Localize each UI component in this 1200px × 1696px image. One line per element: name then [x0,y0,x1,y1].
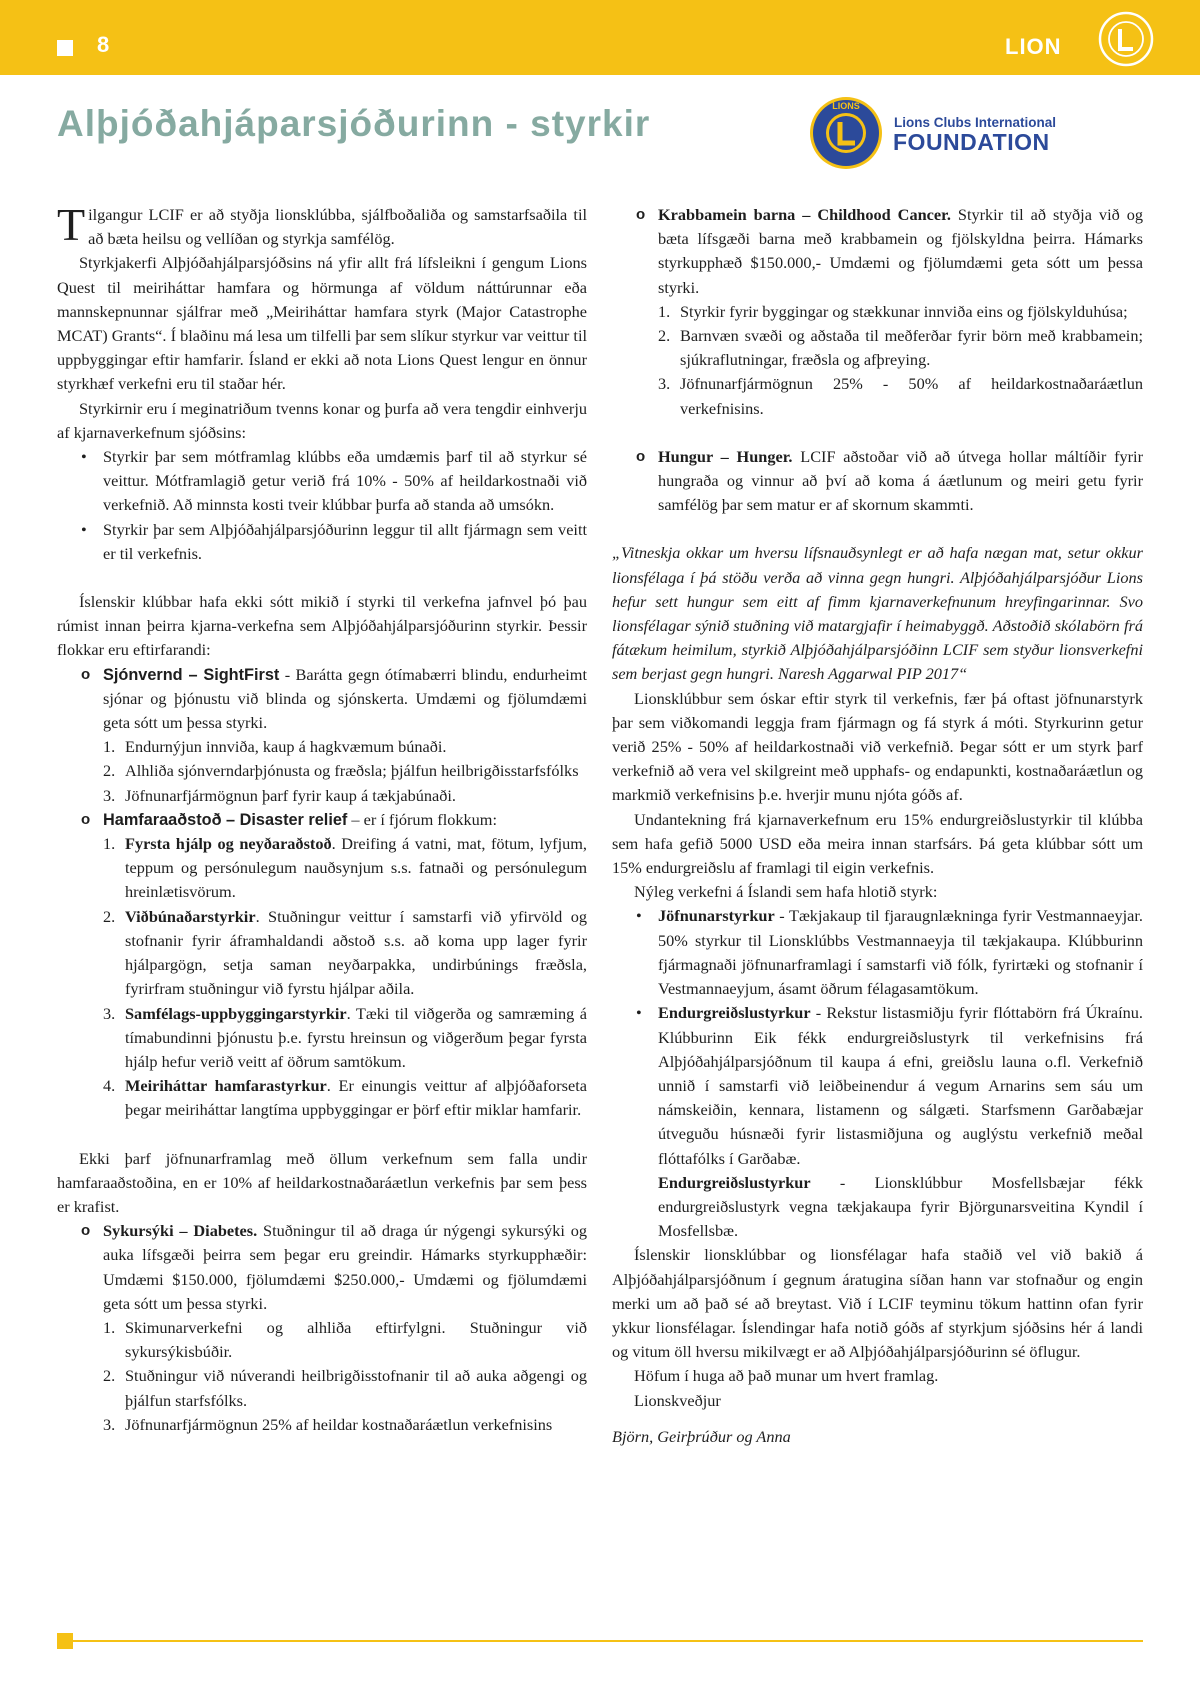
lcif-logo [808,95,1070,171]
intro-paragraph: Tilgangur LCIF er að styðja lionsklúbba, sjálfboðaliða og samstarfsaðila til að bæta heilsu og vellíðan og styrkja samfélög. [57,199,587,250]
list-item: 2. Barnvæn svæði og aðstaða til meðferðar fyrir börn með krabbamein; sjúkraflutningar, fræðsla og afþreying. [658,326,1143,370]
signature: Björn, Geirþrúður og Anna [612,1426,791,1446]
paragraph: Styrkirnir eru í meginatriðum tvenns konar og þurfa að vera tengdir einhverju af kjarnaverkefnum sjóðsins: [57,398,587,442]
list-item: 3. Jöfnunarfjármögnun þarf fyrir kaup á tækjabúnaði. [103,785,456,805]
category-hunger: o Hungur – Hunger. LCIF aðstoðar við að útvega hollar máltíðir fyrir hungraða og vinnur að því að koma á áætlunum og meiri getu fyrir samfélög þar sem matur er af skornum skammti. [636,446,1143,515]
lions-badge-icon [808,95,884,171]
page-title: Alþjóðahjáparsjóðurinn - styrkir [57,103,651,144]
paragraph: Höfum í huga að það munar um hvert framlag. [634,1366,939,1386]
list-item: 1. Styrkir fyrir byggingar og stækkunar innviða eins og fjölskylduhúsa; [658,301,1128,321]
right-column [612,203,1143,1449]
paragraph: Nýleg verkefni á Íslandi sem hafa hlotið styrk: [634,882,938,902]
lions-emblem-icon [1098,11,1154,67]
list-item: 1. Skimunarverkefni og alhliða eftirfylgni. Stuðningur við sykursýkisbúðir. [103,1317,587,1362]
list-item: 2. Viðbúnaðarstyrkir. Stuðningur veittur í samstarfi við yfirvöld og stofnanir fyrir áframhaldandi aðstoð s.s. að koma upp lager fyrir hjálpargögn, setja saman neyðarpakka, undirbúnings fræðsla, fyrirfram stuðningur við fyrstu hjálpar aðila. [103,906,587,999]
list-item: 2. Stuðningur við núverandi heilbrigðisstofnanir til að auka aðgengi og þjálfun starfsfólks. [103,1366,587,1410]
list-item: 1. Fyrsta hjálp og neyðaraðstoð. Dreifing á vatni, mat, fötum, lyfjum, teppum og persónulegum nauðsynjum s.s. fatnaði og persónulegum hreinlætisvörum. [103,834,587,902]
project-item: • Jöfnunarstyrkur - Tækjakaup til fjaraugnlækninga fyrir Vestmannaeyjar. 50% styrkur til Lionsklúbbs Vestmannaeyja til tækjakaupa. Klúbburinn fjármagnaði jöfnunarframlagi í samstarfi við fólk, fyrirtæki og stofnanir í Vestmannaeyjum, ásamt öðrum félagasamtökum. [636,906,1143,999]
paragraph: Íslenskir lionsklúbbar og lionsfélagar hafa staðið vel við bakið á Alþjóðahjálparsjóðnum í gegnum áratugina síðan hann var stofnaður og engin merki um að það sé að breytast. Við í LCIF teyminu tökum hattinn ofan fyrir ykkur lionsfélagar. Íslendingar hafa notið góðs af styrkjum sjóðsins hér á landi og vitum öll hversu mikilvægt er að Alþjóðahjálparsjóðurinn sé öflugur. [612,1245,1143,1362]
list-item: 4. Meiriháttar hamfarastyrkur. Er einungis veittur af alþjóðaforseta þegar meiriháttar langtíma uppbyggingar er þörf eftir miklar hamfarir. [103,1076,587,1120]
list-item: 3. Jöfnunarfjármögnun 25% - 50% af heildarkostnaðaráætlun verkefnisins. [658,374,1143,418]
magazine-name: LION [1005,34,1062,59]
page-marker-square [57,40,73,56]
paragraph: Íslenskir klúbbar hafa ekki sótt mikið í styrki til verkefna jafnvel þó þau rúmist innan þeirra kjarna-verkefna sem Alþjóðahjálparsjóðurinn styrkir. Þessir flokkar eru eftirfarandi: [57,592,587,660]
logo-line1: Lions Clubs International [894,115,1057,130]
bottom-marker-square [57,1633,73,1649]
page-number: 8 [97,32,110,57]
list-item: • Styrkir þar sem Alþjóðahjálparsjóðurinn leggur til allt fjármagn sem veitt er til verkefnis. [81,519,587,563]
left-column [57,199,587,1437]
top-banner [0,0,1200,75]
logo-line2: FOUNDATION [893,129,1050,155]
quote: „Vitneskja okkar um hversu lífsnauðsynlegt er að hafa nægan mat, setur okkur lionsfélaga í þá stöðu verða að vinna gegn hungri. Alþjóðahjálparsjóður Lions hefur sett hungur sem eitt af fimm kjarnaverkefnunum hreyfingarinnar. Svo lionsfélagar sýnið stuðning við matargjafir í heimabyggð. Aðstoðið skólabörn frá fátækum heimilum, styrkið Alþjóðahjálparsjóðinn LCIF sem styður lionsverkefni sem berjast gegn hungri. Naresh Aggarwal PIP 2017“ [612,543,1143,684]
category-diabetes: o Sykursýki – Diabetes. Stuðningur til að draga úr nýgengi sykursýki og auka lífsgæði þeirra sem þegar eru greindir. Hámarks styrkupphæðir: Umdæmi $150.000, fjölumdæmi $250.000,- Umdæmi og fjölumdæmi geta sótt um þessa styrki. [81,1221,587,1313]
paragraph: Lionskveðjur [634,1390,721,1410]
category-sightfirst: o Sjónvernd – SightFirst - Barátta gegn ótímabærri blindu, endurheimt sjónar og þjónustu við blinda og sjónskerta. Umdæmi og fjölumdæmi geta sótt um þessa styrki. [81,664,587,733]
project-item: • Endurgreiðslustyrkur - Rekstur listasmiðju fyrir flóttabörn frá Úkraínu. Klúbburinn Eik fékk endurgreiðslustyrk til verkefnisins frá Alþjóðahjálparsjóðnum til kaupa á efni, greiðslu launa o.fl. Verkefnið unnið í samstarfi við leiðbeinendur á vegum Arnarins sem sáu um námskeiðin, kennara, listamenn og sálgæti. Starfsmenn Garðabæjar útveguðu húsnæði fyrir listasmiðjuna og auglýstu verkefnið meðal flóttafólks í Garðabæ. [636,1003,1143,1168]
list-item: 3. Jöfnunarfjármögnun 25% af heildar kostnaðaráætlun verkefnisins [103,1414,553,1434]
category-childhood-cancer: o Krabbamein barna – Childhood Cancer. Styrkir til að styðja við og bæta lífsgæði barna með krabbamein og fjölskyldna þeirra. Hámarks styrkupphæð $150.000,- Umdæmi og fjölumdæmi geta sótt um þessa styrki. [636,205,1144,297]
logo-badge-text: LIONS [832,101,860,111]
project-item: Endurgreiðslustyrkur - Lionsklúbbur Mosfellsbæjar fékk endurgreiðslustyrk vegna tækjakaupa fyrir Björgunarsveitina Kyndil í Mosfellsbæ. [658,1172,1143,1241]
paragraph: Styrkjakerfi Alþjóðahjálparsjóðsins ná yfir allt frá lífsleikni í gengum Lions Quest til meiriháttar hamfara og hörmunga af völdum náttúrunnar eða mannskepnunnar sjálfrar með „Meiriháttar hamfara styrk (Major Catastrophe MCAT) Grants“. Í blaðinu má lesa um tilfelli þar sem slíkur styrkur var veittur til uppbyggingar eftir hamfarir. Ísland er ekki að nota Lions Quest lengur en önnur styrkhæf verkefni eru til staðar hér. [57,253,587,394]
list-item: • Styrkir þar sem mótframlag klúbbs eða umdæmis þarf til að styrkur sé veittur. Mótframlagið getur verið frá 10% - 50% af heildarkostnaði við verkefnið. Að minnsta kosti tveir klúbbar þurfa að standa að umsókn. [81,447,587,515]
category-disaster: o Hamfaraaðstoð – Disaster relief – er í fjórum flokkum: [81,809,497,829]
paragraph: Undantekning frá kjarnaverkefnum eru 15% endurgreiðslustyrkir til klúbba sem hafa gefið 5000 USD eða meira innan starfsárs. Þá geta klúbbar sótt um 15% endurgreiðslu af framlagi til eigin verkefnis. [612,809,1143,878]
bottom-rule [73,1640,1143,1642]
paragraph: Ekki þarf jöfnunarframlag með öllum verkefnum sem falla undir hamfaraaðstoðina, en er 10% af heildarkostnaðaráætlun verkefnis þar sem þess er krafist. [57,1148,587,1216]
list-item: 3. Samfélags-uppbyggingarstyrkir. Tæki til viðgerða og samræming á tímabundinni þjónustu þ.e. fyrstu hreinsun og viðgerðum þegar fyrsta hjálp hefur verið veitt af öðrum samtökum. [103,1003,587,1071]
paragraph: Lionsklúbbur sem óskar eftir styrk til verkefnis, fær þá oftast jöfnunarstyrk þar sem viðkomandi leggja fram fjármagn og fá styrk á móti. Styrkurinn getur verið 25% - 50% af heildarkostnaði við verkefnið. Þegar sótt er um styrk þarf verkefnið að vera vel skilgreint með upphafs- og endapunkti, kostnaðaráætlun og markmið verkefnisins þ.e. hverjir munu njóta góðs af. [612,688,1143,805]
drop-cap: T [57,199,86,250]
list-item: 2. Alhliða sjónverndarþjónusta og fræðsla; þjálfun heilbrigðisstarfsfólks [103,761,579,781]
list-item: 1. Endurnýjun innviða, kaup á hagkvæmum búnaði. [103,737,447,757]
